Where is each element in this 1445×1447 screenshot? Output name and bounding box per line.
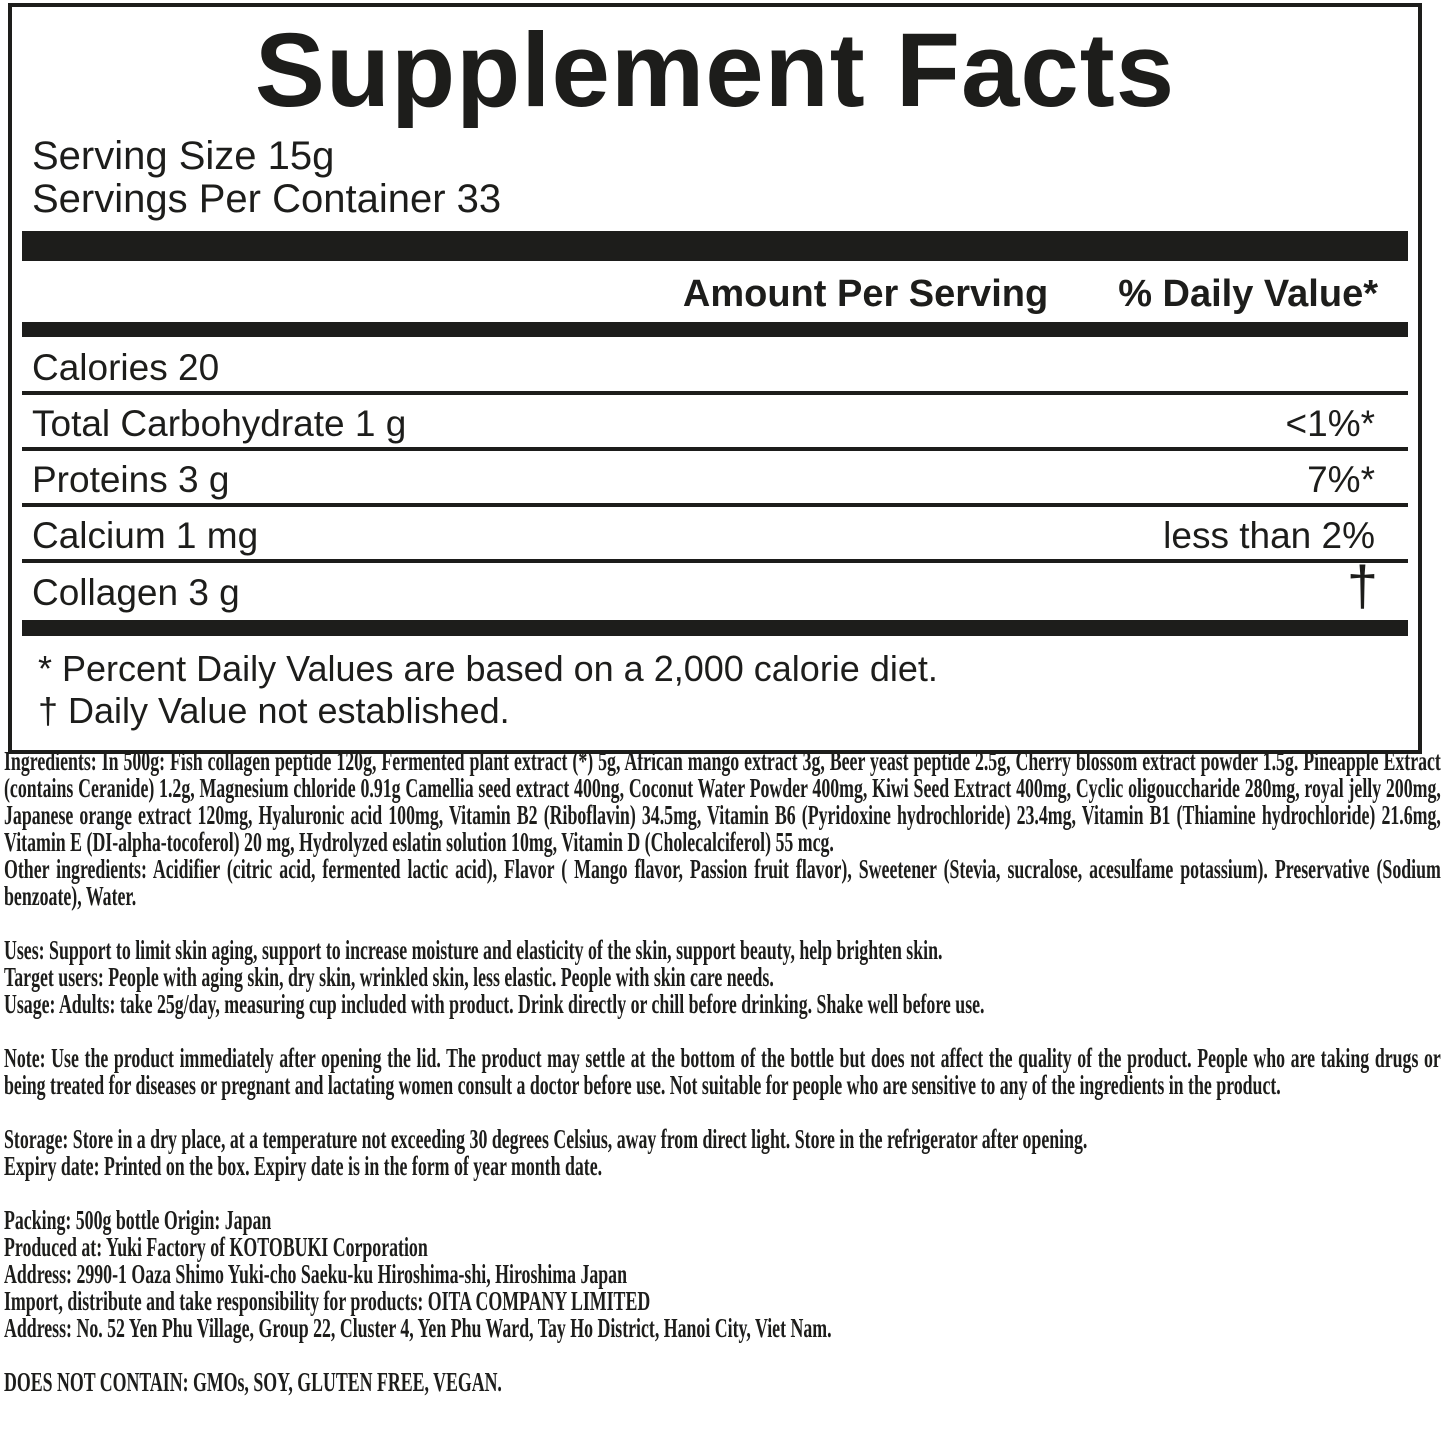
produced-at-line: Produced at: Yuki Factory of KOTOBUKI Corporation	[4, 1232, 428, 1262]
panel-footnotes	[22, 636, 1408, 740]
footnote-daily-value-not-established: † Daily Value not established.	[38, 690, 510, 731]
table-row-proteins	[22, 451, 1408, 507]
panel-title: Supplement Facts	[254, 12, 1176, 129]
separator-bar-thick	[22, 231, 1408, 261]
footnote-percent-daily-value: * Percent Daily Values are based on a 2,000 calorie diet.	[38, 648, 938, 689]
target-users-line: Target users: People with aging skin, dry skin, wrinkled skin, less elastic. People with skin care needs.	[4, 962, 774, 992]
importer-line: Import, distribute and take responsibility for products: OITA COMPANY LIMITED	[4, 1286, 651, 1316]
expiry-date-line: Expiry date: Printed on the box. Expiry date is in the form of year month date.	[4, 1151, 603, 1181]
table-row-calcium	[22, 507, 1408, 563]
dagger-symbol: †	[1346, 554, 1378, 617]
nutrient-value: 7%*	[1307, 459, 1375, 500]
supplement-facts-panel	[8, 3, 1422, 754]
importer-address-line: Address: No. 52 Yen Phu Village, Group 22, Cluster 4, Yen Phu Ward, Tay Ho District, Hanoi City, Viet Nam.	[4, 1313, 832, 1343]
ingredients-paragraph: Ingredients: In 500g: Fish collagen peptide 120g, Fermented plant extract (*) 5g, African mango extract 3g, Beer yeast peptide 2.5g, Cherry blossom extract powder 1.5g. Pineapple Extract (contains Ceranide) 1.2g, Magnesium chloride 0.91g Camellia seed extract 400ng, Coconut Water Powder 400mg, Kiwi Seed Extract 400mg, Cyclic oligouccharide 280mg, royal jelly 200mg, Japanese orange extract 120mg, Hyaluronic acid 100mg, Vitamin B2 (Riboflavin) 34.5mg, Vitamin B6 (Pyridoxine hydrochloride) 23.4mg, Vitamin B1 (Thiamine hydrochloride) 21.6mg, Vitamin E (DI-alpha-tocoferol) 20 mg, Hydrolyzed eslatin solution 10mg, Vitamin D (Cholecalciferol) 55 mcg.	[4, 746, 1441, 857]
column-header-amount-per-serving: Amount Per Serving	[682, 273, 1049, 315]
column-header-daily-value: % Daily Value*	[1118, 273, 1378, 315]
packing-line: Packing: 500g bottle Origin: Japan	[4, 1205, 272, 1235]
table-row-calories	[22, 337, 1408, 395]
servings-per-container: Servings Per Container 33	[32, 177, 502, 221]
serving-size: Serving Size 15g	[32, 134, 335, 178]
nutrient-label: Calcium 1 mg	[32, 515, 259, 556]
nutrient-label: Calories 20	[32, 347, 220, 388]
other-ingredients-paragraph: Other ingredients: Acidifier (citric acid, fermented lactic acid), Flavor ( Mango flavor, Passion fruit flavor), Sweetener (Stevia, sucralose, acesulfame potassium). Preservative (Sodium benzoate), Water.	[4, 854, 1441, 911]
storage-line: Storage: Store in a dry place, at a temperature not exceeding 30 degrees Celsius, away from direct light. Store in the refrigerator after opening.	[4, 1124, 1088, 1154]
table-header-row	[22, 261, 1408, 322]
nutrient-label: Collagen 3 g	[32, 572, 240, 613]
label-details-section	[4, 748, 1441, 1396]
uses-line: Uses: Support to limit skin aging, support to increase moisture and elasticity of the skin, support beauty, help brighten skin.	[4, 935, 943, 965]
usage-line: Usage: Adults: take 25g/day, measuring cup included with product. Drink directly or chill before drinking. Shake well before use.	[4, 989, 985, 1019]
header-separator-bar	[22, 322, 1408, 337]
producer-address-line: Address: 2990-1 Oaza Shimo Yuki-cho Saeku-ku Hiroshima-shi, Hiroshima Japan	[4, 1259, 628, 1289]
nutrient-label: Proteins 3 g	[32, 459, 230, 500]
table-row-total-carbohydrate	[22, 395, 1408, 451]
does-not-contain-line: DOES NOT CONTAIN: GMOs, SOY, GLUTEN FREE, VEGAN.	[4, 1367, 502, 1397]
table-row-collagen	[22, 554, 1408, 620]
footer-separator-bar	[22, 620, 1408, 636]
nutrient-value: <1%*	[1285, 403, 1375, 444]
nutrient-value: less than 2%	[1163, 515, 1375, 556]
note-paragraph: Note: Use the product immediately after opening the lid. The product may settle at the bottom of the bottle but does not affect the quality of the product. People who are taking drugs or being treated for diseases or pregnant and lactating women consult a doctor before use. Not suitable for people who are sensitive to any of the ingredients in the product.	[4, 1043, 1441, 1100]
nutrient-label: Total Carbohydrate 1 g	[32, 403, 407, 444]
